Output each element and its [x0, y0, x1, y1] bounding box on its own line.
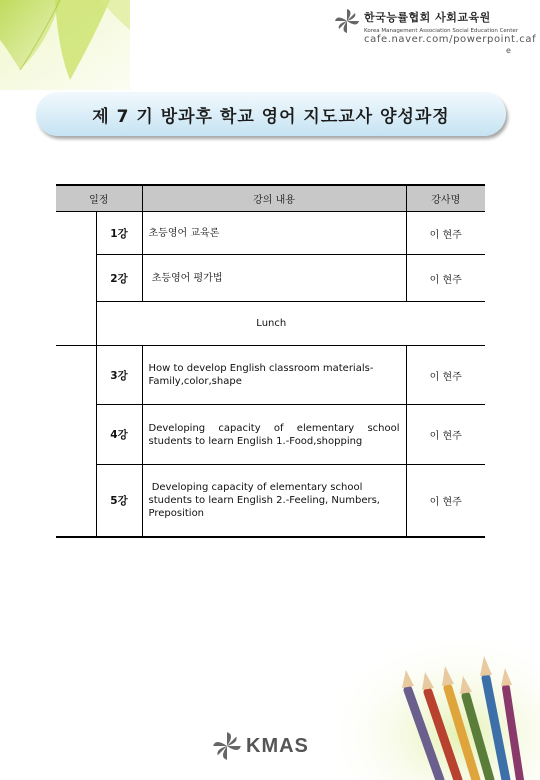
organization-logo — [334, 8, 537, 55]
header-schedule: 일정 — [56, 185, 142, 212]
session-number: 5강 — [96, 465, 142, 537]
table-row — [56, 255, 485, 302]
session-content: How to develop English classroom materials-Family,color,shape — [142, 346, 406, 405]
session-content: 초등영어 교육론 — [142, 212, 406, 255]
session-content: Developing capacity of elementary school students to learn English 2.-Feeling, Numbers, Preposition — [142, 465, 406, 537]
table-row — [56, 346, 485, 405]
blank-cell — [56, 212, 96, 302]
cafe-url-tail: e — [506, 46, 511, 55]
session-content: Developing capacity of elementary school students to learn English 1.-Food,shopping — [142, 405, 406, 465]
session-number: 3강 — [96, 346, 142, 405]
session-content: 초등영어 평가법 — [142, 255, 406, 302]
page-title: 제 7 기 방과후 학교 영어 지도교사 양성과정 — [92, 106, 450, 127]
session-lecturer: 이 현주 — [406, 405, 485, 465]
session-lecturer: 이 현주 — [406, 255, 485, 302]
blank-cell — [56, 346, 96, 537]
cafe-url: cafe.naver.com/powerpoint.caf — [364, 34, 537, 45]
table-header-row — [56, 185, 485, 212]
session-number: 1강 — [96, 212, 142, 255]
session-number: 2강 — [96, 255, 142, 302]
schedule-table — [56, 184, 485, 538]
table-row — [56, 212, 485, 255]
table-row — [56, 405, 485, 465]
header-content: 강의 내용 — [142, 185, 406, 212]
pinwheel-logo-icon — [212, 731, 242, 761]
header-lecturer: 강사명 — [406, 185, 485, 212]
organization-name: 한국능률협회 사회교육원 — [364, 11, 491, 24]
title-banner — [36, 92, 506, 136]
table-row-lunch — [56, 302, 485, 346]
session-number: 4강 — [96, 405, 142, 465]
footer-logo — [212, 728, 332, 764]
session-lecturer: 이 현주 — [406, 212, 485, 255]
pencils-decoration — [340, 630, 540, 780]
lunch-break: Lunch — [96, 302, 485, 346]
organization-subtitle: Korea Management Association Social Education Center — [364, 28, 519, 34]
pinwheel-logo-icon — [334, 8, 360, 34]
blank-cell — [56, 302, 96, 346]
session-lecturer: 이 현주 — [406, 346, 485, 405]
session-lecturer: 이 현주 — [406, 465, 485, 537]
footer-logo-text: KMAS — [246, 734, 309, 757]
table-row — [56, 465, 485, 537]
leaf-decoration — [0, 0, 130, 90]
